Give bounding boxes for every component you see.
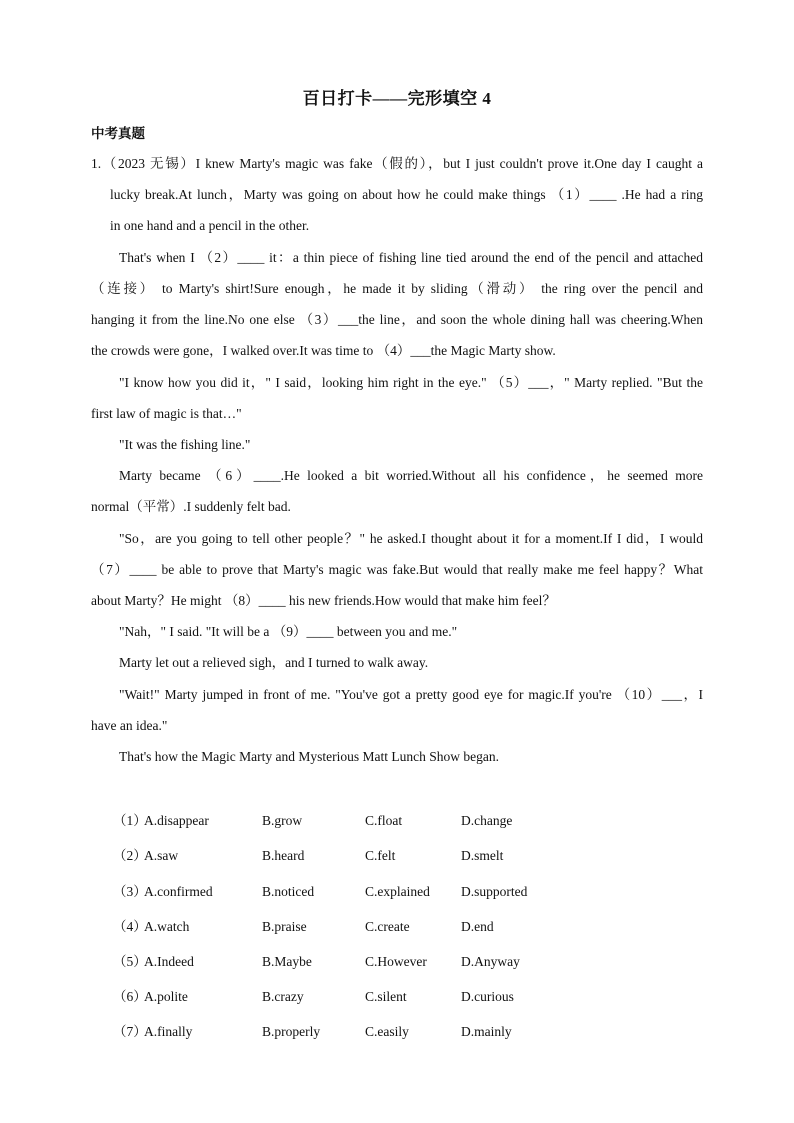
option-d: D.Anyway	[461, 954, 520, 969]
option-a: A.polite	[144, 989, 188, 1004]
option-c: C.float	[365, 813, 403, 828]
passage-line: That's how the Magic Marty and Mysterious Matt Lunch Show began.	[119, 749, 499, 764]
option-a: A.finally	[144, 1024, 193, 1039]
passage-line: in one hand and a pencil in the other.	[110, 218, 310, 233]
passage-line: "It was the fishing line."	[119, 437, 251, 452]
passage-line: lucky break.At lunch，Marty was going on about how he could make things （1）____ .He had a ring	[110, 187, 703, 202]
option-number: （5）	[113, 954, 147, 969]
passage-line: That's when I （2）____ it：a thin piece of fishing line tied around the end of the pencil and attached	[119, 250, 703, 265]
option-b: B.heard	[262, 848, 305, 863]
option-number: （1）	[113, 813, 147, 828]
option-c: C.easily	[365, 1024, 409, 1039]
section-heading: 中考真题	[91, 126, 145, 141]
page-title: 百日打卡——完形填空 4	[302, 89, 492, 108]
passage-line: normal（平常）.I suddenly felt bad.	[91, 499, 291, 514]
option-number: （3）	[113, 884, 147, 899]
option-a: A.saw	[144, 848, 179, 863]
option-c: C.felt	[365, 848, 396, 863]
option-a: A.Indeed	[144, 954, 194, 969]
option-a: A.watch	[144, 919, 190, 934]
option-c: C.However	[365, 954, 427, 969]
passage-line: have an idea."	[91, 718, 168, 733]
option-number: （6）	[113, 989, 147, 1004]
passage-line: （7）____ be able to prove that Marty's magic was fake.But would that really make me feel happy？What	[91, 562, 703, 577]
option-a: A.confirmed	[144, 884, 213, 899]
option-number: （2）	[113, 848, 147, 863]
option-c: C.explained	[365, 884, 430, 899]
option-a: A.disappear	[144, 813, 209, 828]
passage-line: 1.（2023 无锡）I knew Marty's magic was fake（假的），but I just couldn't prove it.One day I caught a	[91, 156, 703, 171]
passage-line: Marty let out a relieved sigh，and I turned to walk away.	[119, 655, 429, 670]
option-b: B.grow	[262, 813, 303, 828]
option-b: B.Maybe	[262, 954, 312, 969]
option-b: B.properly	[262, 1024, 321, 1039]
option-d: D.change	[461, 813, 513, 828]
passage-line: the crowds were gone，I walked over.It was time to （4）___the Magic Marty show.	[91, 343, 556, 358]
option-number: （7）	[113, 1024, 147, 1039]
passage-line: about Marty？He might （8）____ his new friends.How would that make him feel？	[91, 593, 556, 608]
option-number: （4）	[113, 919, 147, 934]
option-c: C.silent	[365, 989, 407, 1004]
option-b: B.praise	[262, 919, 307, 934]
option-c: C.create	[365, 919, 410, 934]
passage-line: hanging it from the line.No one else （3）___the line，and soon the whole dining hall was cheering.When	[91, 312, 703, 327]
passage-line: "Wait!" Marty jumped in front of me. "You've got a pretty good eye for magic.If you're （10）___，I	[119, 687, 703, 702]
passage-line: "Nah，" I said. "It will be a （9）____ between you and me."	[119, 624, 458, 639]
option-d: D.curious	[461, 989, 514, 1004]
passage-line: （连接） to Marty's shirt!Sure enough，he made it by sliding（滑动） the ring over the pencil and	[91, 281, 703, 296]
option-b: B.crazy	[262, 989, 304, 1004]
option-d: D.supported	[461, 884, 528, 899]
option-d: D.mainly	[461, 1024, 512, 1039]
passage-line: "So，are you going to tell other people？" he asked.I thought about it for a moment.If I did，I would	[119, 531, 703, 546]
option-b: B.noticed	[262, 884, 315, 899]
passage-line: "I know how you did it，" I said，looking him right in the eye." （5）___，" Marty replied. "But the	[119, 375, 703, 390]
option-d: D.smelt	[461, 848, 504, 863]
passage-line: first law of magic is that…"	[91, 406, 242, 421]
option-d: D.end	[461, 919, 494, 934]
passage-line: Marty became （6）____.He looked a bit worried.Without all his confidence，he seemed more	[119, 468, 703, 483]
